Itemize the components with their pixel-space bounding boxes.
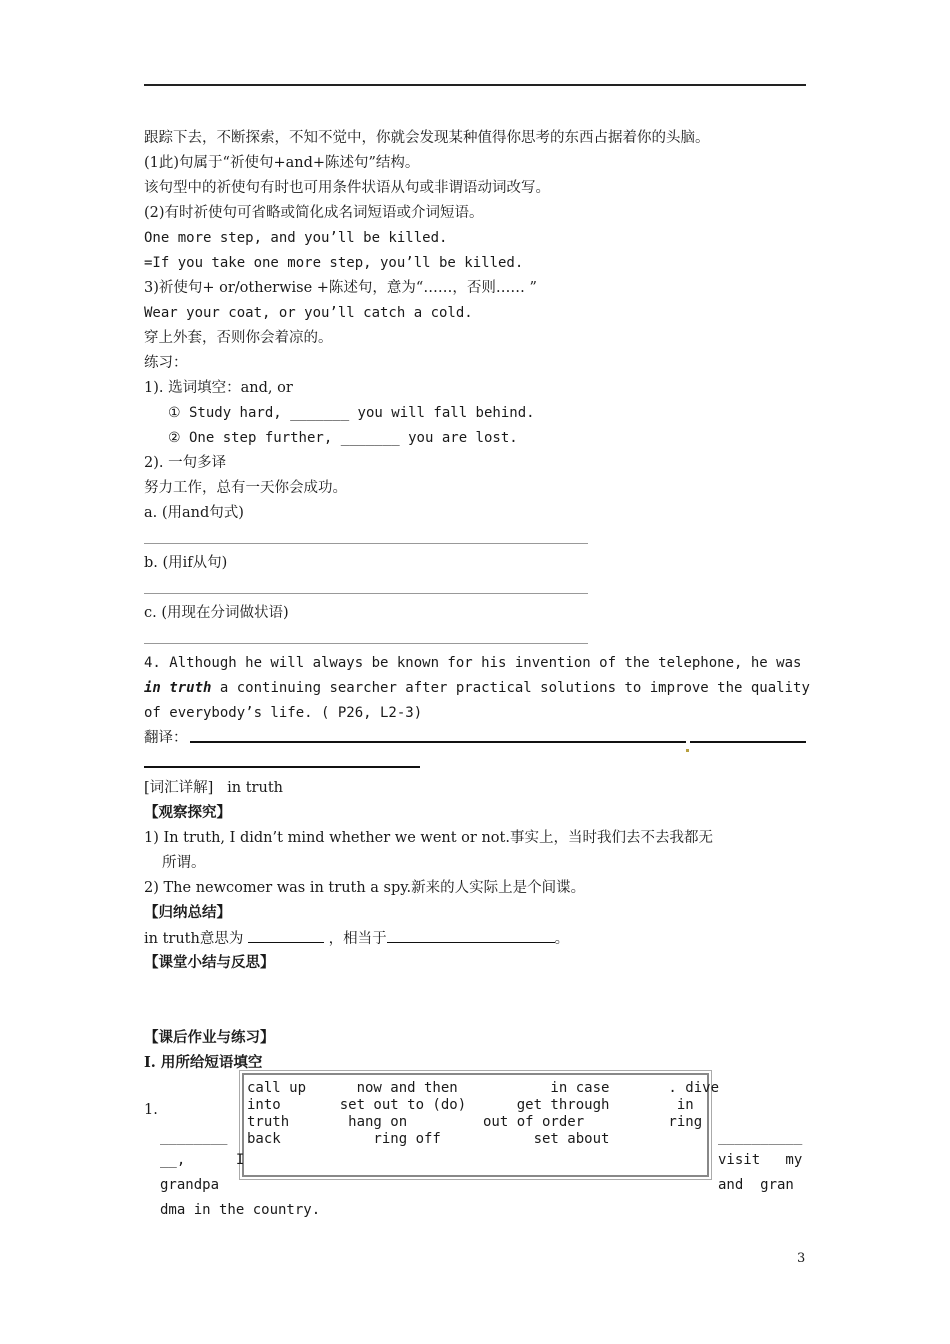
phrase-box xyxy=(242,1073,720,1177)
exercise-heading: 2). 一句多译 xyxy=(144,455,227,471)
translation-blank[interactable] xyxy=(690,741,806,743)
page-number: 3 xyxy=(797,1251,806,1266)
text-fragment: 。 xyxy=(554,931,570,947)
question-number: 1. xyxy=(144,1102,158,1118)
text-line: 4. Although he will always be known for his invention of the telephone, he was xyxy=(144,655,802,671)
text-line: of everybody’s life. ( P26, L2-3) xyxy=(144,705,423,721)
exercise-item: ② One step further, _______ you are lost. xyxy=(168,430,518,446)
question-text: visit my xyxy=(718,1152,803,1168)
fill-blank[interactable] xyxy=(248,928,324,943)
fill-blank[interactable] xyxy=(387,928,555,943)
answer-line[interactable] xyxy=(144,593,588,594)
question-text: and gran xyxy=(718,1177,794,1193)
example-sentence: One more step, and you’ll be killed. xyxy=(144,230,448,246)
example-sentence: 所谓。 xyxy=(162,855,206,871)
fill-blank[interactable]: ________ xyxy=(160,1129,228,1145)
phrase-row: back ring off set about xyxy=(247,1131,610,1147)
translation-prompt: a. (用and句式) xyxy=(144,505,244,521)
section-heading: 【归纳总结】 xyxy=(144,904,231,921)
text-line: 3)祈使句+ or/otherwise +陈述句，意为“……，否则…… ” xyxy=(144,280,537,296)
text-fragment: ，相当于 xyxy=(323,931,387,947)
text-line: (1此)句属于“祈使句+and+陈述句”结构。 xyxy=(144,155,420,171)
translation-prompt: c. (用现在分词做状语) xyxy=(144,605,289,621)
example-sentence: =If you take one more step, you’ll be killed. xyxy=(144,255,524,271)
section-heading: 【课后作业与练习】 xyxy=(144,1029,275,1046)
question-text: grandpa xyxy=(160,1177,220,1193)
translation-label: 翻译： xyxy=(144,730,188,746)
phrase-row: call up now and then in case . dive xyxy=(247,1080,720,1096)
text-fragment: in truth意思为 xyxy=(144,931,248,947)
example-sentence: Wear your coat, or you’ll catch a cold. xyxy=(144,305,473,321)
summary-line xyxy=(144,928,569,949)
translation-blank[interactable] xyxy=(144,766,420,768)
text-line xyxy=(144,678,810,698)
question-text: __, I xyxy=(160,1152,245,1168)
text-line: 该句型中的祈使句有时也可用条件状语从句或非谓语动词改写。 xyxy=(144,180,550,196)
mark-dot xyxy=(686,737,689,756)
example-sentence: 1) In truth, I didn’t mind whether we went or not.事实上，当时我们去不去我都无 xyxy=(144,830,713,846)
vocab-heading: [词汇详解] in truth xyxy=(144,780,283,796)
example-sentence: 2) The newcomer was in truth a spy.新来的人实际上是个间谍。 xyxy=(144,880,586,896)
text-line: 跟踪下去，不断探索，不知不觉中，你就会发现某种值得你思考的东西占据着你的头脑。 xyxy=(144,130,710,146)
answer-line[interactable] xyxy=(144,543,588,544)
answer-line[interactable] xyxy=(144,643,588,644)
section-heading: 【观察探究】 xyxy=(144,804,231,821)
phrase-row: truth hang on out of order ring xyxy=(247,1114,703,1130)
question-text: dma in the country. xyxy=(160,1202,321,1218)
header-rule xyxy=(144,84,806,86)
exercise-title: I. 用所给短语填空 xyxy=(144,1054,263,1071)
section-label: 练习： xyxy=(144,355,188,371)
emphasis-term: in truth xyxy=(144,680,212,696)
translation-prompt: b. (用if从句) xyxy=(144,555,228,571)
text-fragment: a continuing searcher after practical solutions to improve the quality xyxy=(211,680,810,696)
fill-blank[interactable]: __________ xyxy=(718,1129,803,1145)
translation-blank[interactable] xyxy=(190,741,686,743)
phrase-row: into set out to (do) get through in xyxy=(247,1097,694,1113)
section-heading: 【课堂小结与反思】 xyxy=(144,954,275,971)
exercise-heading: 1). 选词填空：and, or xyxy=(144,380,293,396)
text-line: 穿上外套，否则你会着凉的。 xyxy=(144,330,333,346)
text-line: 努力工作，总有一天你会成功。 xyxy=(144,480,347,496)
exercise-item: ① Study hard, _______ you will fall behind. xyxy=(168,405,535,421)
text-line: (2)有时祈使句可省略或简化成名词短语或介词短语。 xyxy=(144,205,484,221)
